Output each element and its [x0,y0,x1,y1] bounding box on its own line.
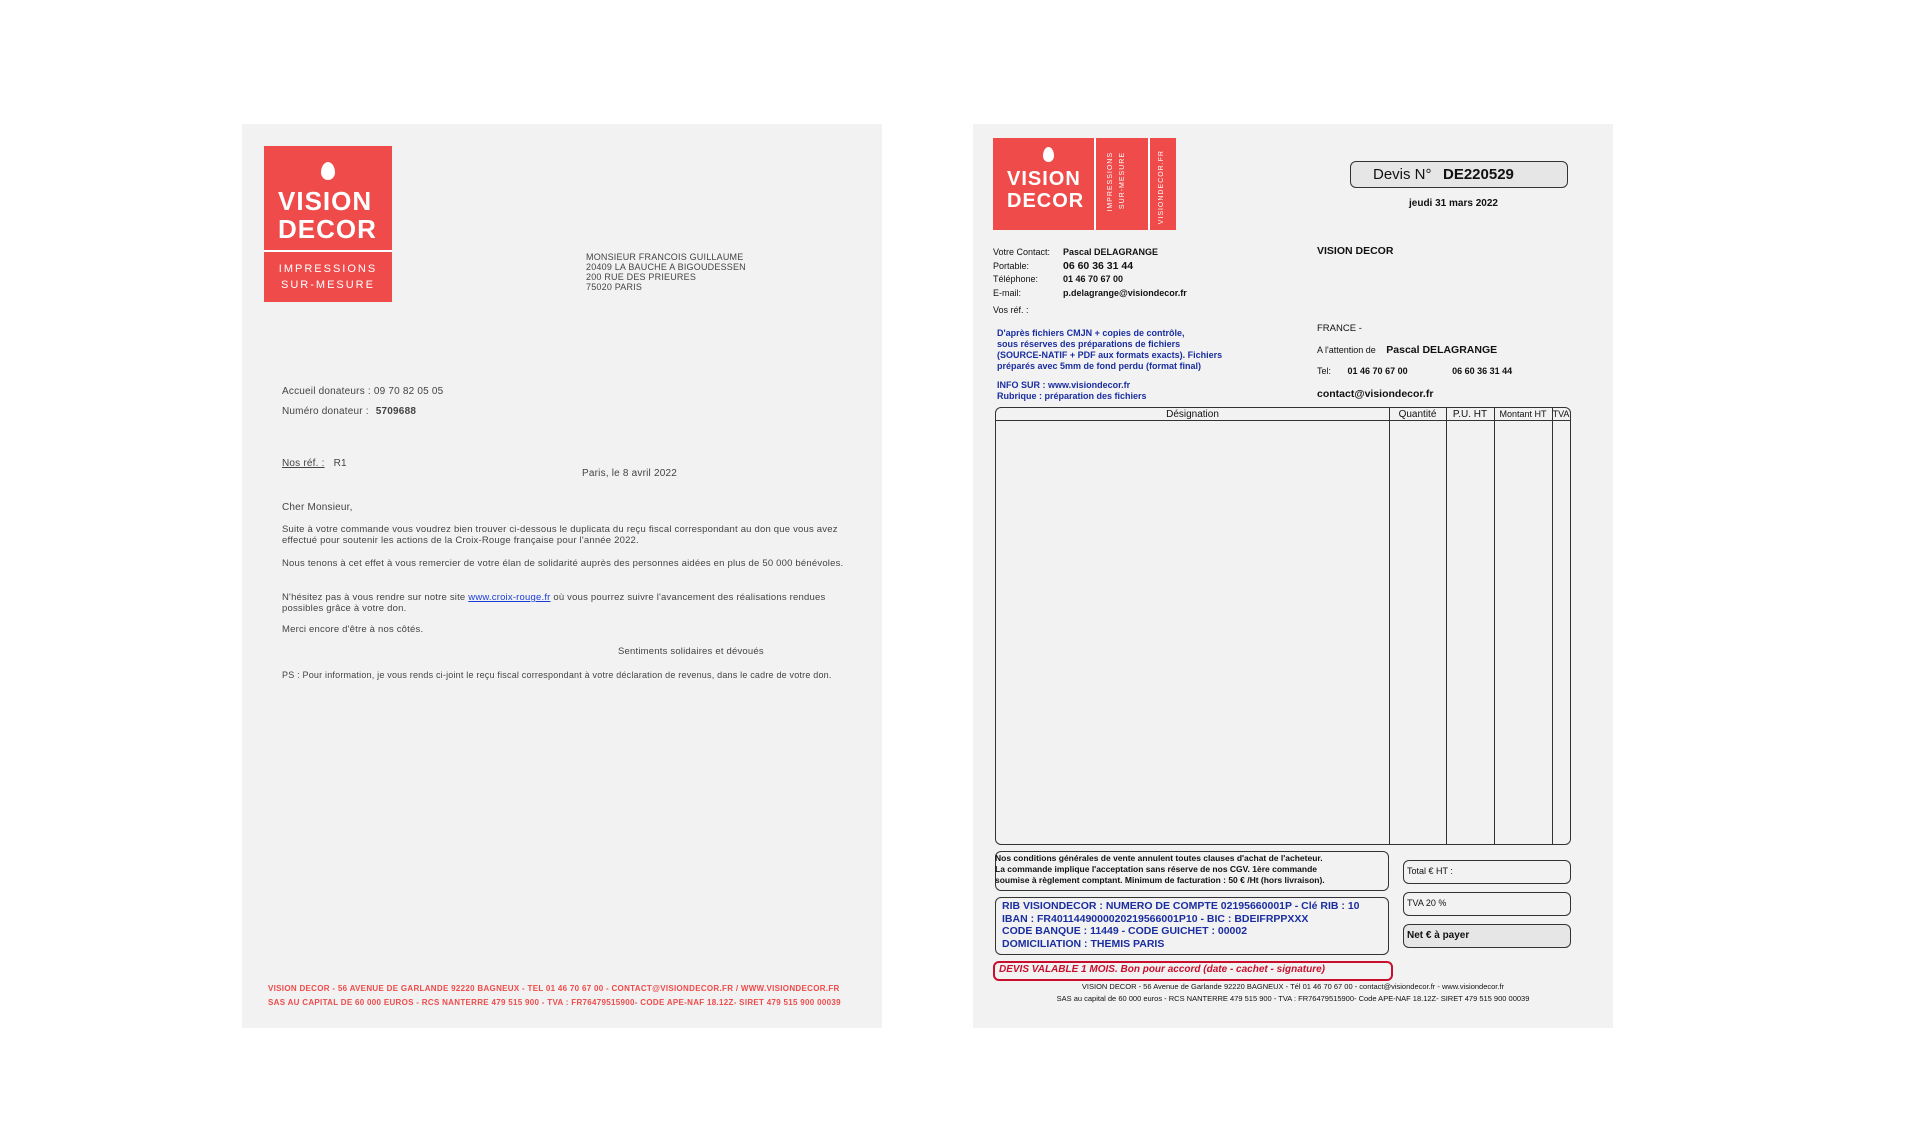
contact-labels [993,246,1050,300]
net-to-pay-label: Net € à payer [1407,930,1470,941]
drop-icon [321,162,335,180]
logo-word-vision: VISION [1007,168,1081,190]
address-line: 20409 LA BAUCHE A BIGOUDESSEN [586,262,746,272]
tel-number-2: 06 60 36 31 44 [1452,366,1513,376]
info-line: Rubrique : préparation des fichiers [997,391,1147,401]
client-email: contact@visiondecor.fr [1317,388,1434,400]
validity-box [993,961,1393,981]
logo-vertical-3: VISIONDECOR.FR [1158,150,1165,225]
logo-divider [1094,138,1096,230]
condition-line: La commande implique l'acceptation sans réserve de nos CGV. 1ère commande [995,864,1317,874]
vision-decor-logo [993,138,1176,230]
reference-line [282,458,347,470]
column-divider [1552,408,1553,844]
table-header-line [996,420,1570,421]
contact-email: p.delagrange@visiondecor.fr [1063,287,1187,298]
header-vat: TVA [1552,409,1570,419]
info-note [997,380,1147,402]
contact-label: Portable: [993,260,1030,271]
contact-label: Téléphone: [993,274,1039,284]
total-ht-label: Total € HT : [1407,866,1453,876]
total-ht-box [1403,860,1571,884]
letter-footer-line-1: VISION DECOR - 56 AVENUE DE GARLANDE 92220 BAGNEUX - TEL 01 46 70 67 00 - CONTACT@VISIONDECOR.FR / WWW.VISIONDECOR.FR [268,984,840,993]
your-reference: Vos réf. : [993,305,1029,315]
note-line: D'après fichiers CMJN + copies de contrôle, [997,328,1185,338]
closing-line: Sentiments solidaires et dévoués [618,646,764,657]
quote-number-box [1350,161,1568,188]
donor-number-line [282,406,416,418]
contact-mobile: 06 60 36 31 44 [1063,259,1134,272]
vision-decor-logo [264,146,392,302]
address-line: 200 RUE DES PRIEURES [586,272,697,282]
logo-divider [264,250,392,252]
quote-footer-line-1: VISION DECOR - 56 Avenue de Garlande 92220 BAGNEUX - Tél 01 46 70 67 00 - contact@visiondecor.fr - www.visiondecor.fr [1081,982,1505,991]
attention-label: A l'attention de [1317,345,1376,355]
header-quantity: Quantité [1398,409,1437,420]
condition-line: soumise à règlement comptant. Minimum de facturation : 50 € /Ht (hors livraison). [995,875,1325,885]
logo-sub-2: SUR-MESURE [281,279,375,291]
quote-number-label: Devis N° [1373,166,1432,183]
postscript: PS : Pour information, je vous rends ci-joint le reçu fiscal correspondant à votre déclaration de revenus, dans le cadre de votre don. [282,670,832,680]
condition-line: Nos conditions générales de vente annulent toutes clauses d'achat de l'acheteur. [995,853,1323,863]
note-line: (SOURCE-NATIF + PDF aux formats exacts). Fichiers [997,350,1223,360]
file-preparation-note [997,328,1222,372]
contact-values [1063,246,1187,300]
logo-word-decor: DECOR [278,214,377,244]
rib-line: DOMICILIATION : THEMIS PARIS [1002,937,1165,950]
paragraph-2: Nous tenons à cet effet à vous remercier de votre élan de solidarité auprès des personnes aidées en plus de 50 000 bénévoles. [282,558,844,569]
note-line: préparés avec 5mm de fond perdu (format final) [997,361,1202,371]
vat-box [1403,892,1571,916]
client-phone-line [1317,366,1512,376]
salutation: Cher Monsieur, [282,502,353,513]
bank-details-text [1002,900,1360,950]
tel-label: Tel: [1317,366,1332,376]
reference-value: R1 [333,458,347,469]
croix-rouge-link[interactable]: www.croix-rouge.fr [468,592,551,603]
column-divider [1494,408,1495,844]
vat-label: TVA 20 % [1407,898,1447,908]
contact-label: E-mail: [993,287,1022,298]
validity-text: DEVIS VALABLE 1 MOIS. Bon pour accord (date - cachet - signature) [999,964,1325,975]
paragraph-3-text: N'hésitez pas à vous rendre sur notre site [282,592,466,603]
address-line: MONSIEUR FRANCOIS GUILLAUME [586,252,744,262]
letter-page [242,124,882,1028]
header-amount: Montant HT [1499,409,1547,419]
recipient-address [586,252,806,292]
column-divider [1446,408,1447,844]
logo-vertical-1: IMPRESSIONS [1107,152,1114,212]
contact-name: Pascal DELAGRANGE [1063,247,1159,257]
paragraph-3 [282,592,852,614]
bank-details-box [995,897,1389,955]
paragraph-1: Suite à votre commande vous voudrez bien trouver ci-dessous le duplicata du reçu fiscal correspondant au don que vous avez effectué pour soutenir les actions de la Croix-Rouge française pour l'année 2022. [282,524,838,546]
rib-line: CODE BANQUE : 11449 - CODE GUICHET : 00002 [1002,925,1248,937]
net-to-pay-box [1403,924,1571,948]
reference-label: Nos réf. : [282,458,325,469]
info-line: INFO SUR : www.visiondecor.fr [997,380,1131,390]
note-line: sous réserves des préparations de fichiers [997,339,1181,349]
letter-date: Paris, le 8 avril 2022 [582,468,678,479]
attention-name: Pascal DELAGRANGE [1386,344,1498,356]
client-name: VISION DECOR [1317,245,1394,257]
quote-footer-line-2: SAS au capital de 60 000 euros - RCS NANTERRE 479 515 900 - TVA : FR76479515900- Code APE-NAF 18.12Z- SIRET 479 515 900 00039 [1056,994,1530,1003]
paragraph-3-text-end: où vous pourrez suivre l'avancement des réalisations rendues possibles grâce à votre don. [282,592,826,614]
items-table [995,407,1571,845]
logo-vertical-2: SUR-MESURE [1119,152,1126,210]
donor-number-label: Numéro donateur : [282,406,369,417]
contact-phone: 01 46 70 67 00 [1063,274,1124,284]
header-unit-price: P.U. HT [1452,409,1488,420]
logo-word-vision: VISION [278,186,373,216]
logo-sub-1: IMPRESSIONS [278,263,378,275]
header-designation: Désignation [1166,409,1219,420]
paragraph-4: Merci encore d'être à nos côtés. [282,624,424,635]
logo-divider [1148,138,1150,230]
column-divider [1389,408,1390,844]
logo-word-decor: DECOR [1007,190,1085,212]
conditions-text [995,853,1325,886]
quote-number: DE220529 [1443,166,1514,183]
rib-line: RIB VISIONDECOR : NUMERO DE COMPTE 02195660001P - Clé RIB : 10 [1002,900,1360,912]
tel-number-1: 01 46 70 67 00 [1347,366,1408,376]
drop-icon [1043,147,1054,162]
rib-line: IBAN : FR4011449000020219566001P10 - BIC : BDEIFRPPXXX [1002,912,1309,925]
donor-service-line: Accueil donateurs : 09 70 82 05 05 [282,386,444,397]
client-country: FRANCE - [1317,323,1362,334]
attention-line [1317,344,1497,356]
conditions-box [995,851,1389,891]
quote-page [973,124,1613,1028]
letter-footer-line-2: SAS AU CAPITAL DE 60 000 EUROS - RCS NANTERRE 479 515 900 - TVA : FR76479515900- CODE APE-NAF 18.12Z- SIRET 479 515 900 00039 [268,998,841,1007]
contact-label: Votre Contact: [993,247,1051,257]
address-line: 75020 PARIS [586,282,643,292]
donor-number: 5709688 [375,406,417,417]
quote-date: jeudi 31 mars 2022 [1409,198,1498,209]
